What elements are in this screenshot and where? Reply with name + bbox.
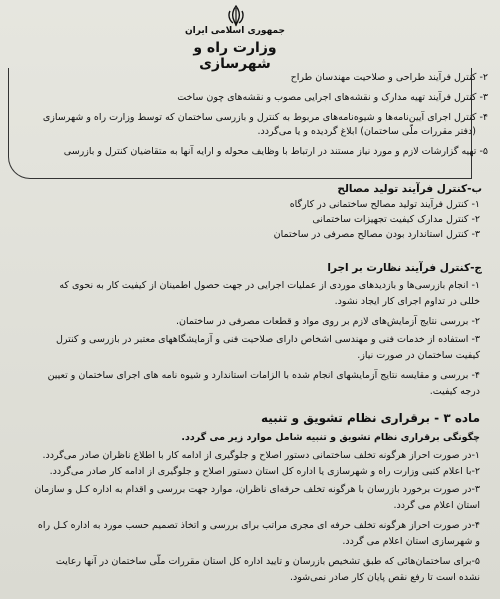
section-c-item-1-cont: خللی در تداوم اجرای کار ایجاد نشود. bbox=[334, 296, 480, 307]
section-a-item-3: ۳- کنترل فرآیند تهیه مدارک و نقشه‌های اجرایی مصوب و نقشه‌های چون ساخت bbox=[177, 92, 488, 103]
article-3-item-1: ۱-در صورت احراز هرگونه تخلف ساختمانی دستور اصلاح و جلوگیری از ادامه کار با اطلاع ناظران صادر می‌گردد. bbox=[42, 450, 480, 461]
article-3-item-3: ۳-در صورت برخورد بازرسان با هرگونه تخلف حرفه‌ای ناظران، موارد جهت بررسی و اقدام به اداره کـل و سازمان bbox=[34, 484, 480, 495]
section-a-item-2: ۲- کنترل فرآیند طراحی و صلاحیت مهندسان طراح bbox=[290, 72, 488, 83]
section-a-item-4-cont: (دفتر مقررات ملّی ساختمان) ابلاغ گردیده و یا می‌گردد. bbox=[257, 126, 476, 137]
section-c-item-2: ۲- بررسی نتایج آزمایش‌های لازم بر روی مواد و قطعات مصرفی در ساختمان. bbox=[175, 316, 480, 327]
article-3-item-3-cont: استان اعلام می گردد. bbox=[393, 500, 480, 511]
ministry-name: وزارت راه و شهرسازی bbox=[193, 40, 277, 72]
section-c-item-4-cont: درجه کیفیت. bbox=[429, 386, 480, 397]
section-b-item-3: ۳- کنترل استاندارد بودن مصالح مصرفی در ساختمان bbox=[273, 229, 480, 240]
section-b-item-1: ۱- کنترل فرآیند تولید مصالح ساختمانی در کارگاه bbox=[289, 199, 480, 210]
section-a-item-4: ۴- کنترل اجرای آیین‌نامه‌ها و شیوه‌نامه‌های مربوط به کنترل و بازرسی ساختمان که توسط وزارت راه و شهرسازی bbox=[42, 112, 488, 123]
letterhead bbox=[180, 4, 290, 72]
section-c-title: ج-کنترل فرآیند نظارت بر اجرا bbox=[327, 262, 482, 274]
article-3-item-4-cont: و شهرسازی استان اعلام می گردد. bbox=[342, 536, 480, 547]
section-c-item-1: ۱- انجام بازرسی‌ها و بازدیدهای موردی از عملیات اجرایی در جهت حصول اطمینان از کیفیت کار به نحوی که bbox=[59, 280, 480, 291]
article-3-item-5-cont: نشده است تا رفع نقص پایان کار صادر نمی‌شود. bbox=[290, 572, 480, 583]
section-b-item-2: ۲- کنترل مدارک کیفیت تجهیزات ساختمانی bbox=[312, 214, 480, 225]
section-c-item-3: ۳- استفاده از خدمات فنی و مهندسی اشخاص دارای صلاحیت فنی و آزمایشگاههای معتبر در بازرسی و کنترل bbox=[56, 334, 480, 345]
section-c-item-4: ۴- بررسی و مقایسه نتایج آزمایشهای انجام شده با الزامات استاندارد و شیوه نامه های اجرای ساختمان و تعیین bbox=[47, 370, 480, 381]
article-3-title: ماده ۳ - برقراری نظام تشویق و تنبیه bbox=[260, 411, 480, 425]
section-b-title: ب-کنترل فرآیند تولید مصالح bbox=[337, 183, 482, 195]
government-name: جمهوری اسلامی ایران bbox=[184, 26, 286, 36]
section-c-item-3-cont: کیفیت ساختمان در صورت نیاز. bbox=[357, 350, 480, 361]
iran-emblem-icon bbox=[224, 4, 248, 28]
article-3-item-4: ۴-در صورت احراز هرگونه تخلف حرفه ای مجری مراتب برای بررسی و اتخاذ تصمیم حسب مورد به اداره کـل راه bbox=[37, 520, 480, 531]
section-a-item-5: ۵- تهیه گزارشات لازم و مورد نیاز مستند در ارتباط با وظایف محوله و ارایه آنها به متقاضیان کنترل و بازرسی bbox=[63, 146, 488, 157]
article-3-item-5: ۵-برای ساختمان‌هائی که طبق تشخیص بازرسان و تایید اداره کل استان مقررات ملّی ساختمان در آنها رعایت bbox=[55, 556, 480, 567]
article-3-subtitle: چگونگی برقراری نظام تشویق و تنبیه شامل موارد زیر می گردد. bbox=[181, 432, 480, 443]
article-3-item-2: ۲-با اعلام کتبی وزارت راه و شهرسازی یا اداره کل استان دستور اصلاح و جلوگیری از ادامه کار صادر می‌گردد. bbox=[49, 466, 480, 477]
